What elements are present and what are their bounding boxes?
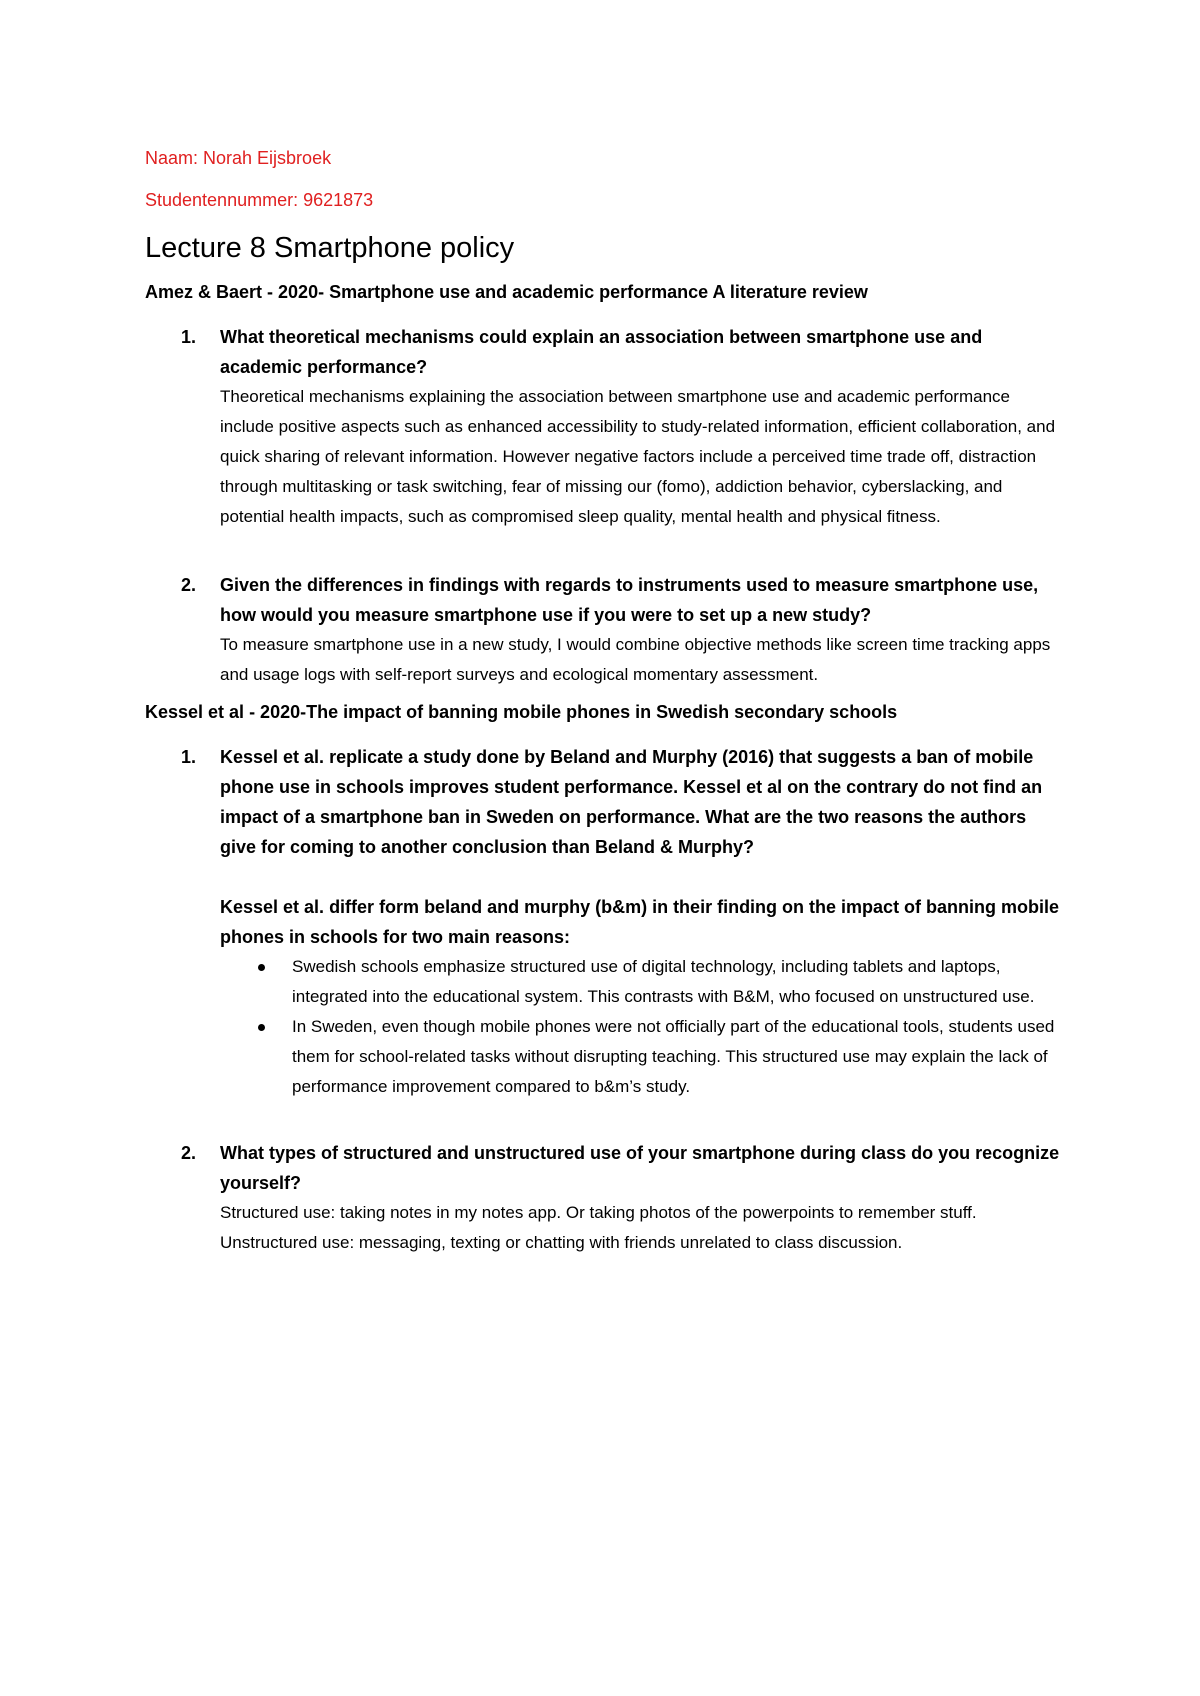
answer-text-unstructured: Unstructured use: messaging, texting or chatting with friends unrelated to class discussion.	[220, 1233, 903, 1252]
section-heading-amez-baert: Amez & Baert - 2020- Smartphone use and academic performance A literature review	[145, 282, 868, 302]
answer-text: To measure smartphone use in a new study, I would combine objective methods like screen time tracking apps and usage logs with self-report surveys and ecological momentary assessment.	[220, 635, 1051, 684]
section-heading-kessel: Kessel et al - 2020-The impact of banning mobile phones in Swedish secondary schools	[145, 702, 898, 722]
answer-intro-text: Kessel et al. differ form beland and murphy (b&m) in their finding on the impact of banning mobile phones in schools for two main reasons:	[220, 897, 1060, 947]
student-name-line: Naam: Norah Eijsbroek	[145, 148, 332, 168]
question-text: Kessel et al. replicate a study done by Beland and Murphy (2016) that suggests a ban of mobile phone use in schools improves student performance. Kessel et al on the contrary do not find an impact of a smartphone ban in Sweden on performance. What are the two reasons the authors give for coming to another conclusion than Beland & Murphy?	[220, 747, 1043, 857]
question-item	[145, 742, 1065, 1102]
question-text: What theoretical mechanisms could explain an association between smartphone use and academic performance?	[220, 327, 983, 377]
answer-text-structured: Structured use: taking notes in my notes app. Or taking photos of the powerpoints to remember stuff.	[220, 1203, 977, 1222]
question-item	[145, 570, 1065, 690]
student-number-line: Studentennummer: 9621873	[145, 190, 374, 210]
reason-text: Swedish schools emphasize structured use of digital technology, including tablets and laptops, integrated into the educational system. This contrasts with B&M, who focused on unstructured use.	[292, 957, 1035, 1006]
question-item	[145, 322, 1065, 532]
list-item	[220, 952, 1065, 1012]
page-title: Lecture 8 Smartphone policy	[145, 232, 515, 264]
question-number: 2.	[181, 1143, 197, 1163]
list-item	[220, 1012, 1065, 1102]
question-number: 2.	[181, 575, 197, 595]
document-content	[145, 146, 1065, 1274]
question-number: 1.	[181, 327, 197, 347]
reason-list	[220, 952, 1065, 1102]
question-list-kessel	[145, 742, 1065, 1258]
question-text: What types of structured and unstructured use of your smartphone during class do you recognize yourself?	[220, 1143, 1060, 1193]
answer-text: Theoretical mechanisms explaining the association between smartphone use and academic performance include positive aspects such as enhanced accessibility to study-related information, efficient collaboration, and quick sharing of relevant information. However negative factors include a perceived time trade off, distraction through multitasking or task switching, fear of missing our (fomo), addiction behavior, cyberslacking, and potential health impacts, such as compromised sleep quality, mental health and physical fitness.	[220, 387, 1056, 526]
question-number: 1.	[181, 747, 197, 767]
question-item	[145, 1138, 1065, 1258]
question-list-amez-baert	[145, 322, 1065, 690]
question-text: Given the differences in findings with regards to instruments used to measure smartphone use, how would you measure smartphone use if you were to set up a new study?	[220, 575, 1039, 625]
reason-text: In Sweden, even though mobile phones were not officially part of the educational tools, students used them for school-related tasks without disrupting teaching. This structured use may explain the lack of performance improvement compared to b&m’s study.	[292, 1017, 1055, 1096]
bullet-icon	[258, 964, 265, 971]
bullet-icon	[258, 1024, 265, 1031]
